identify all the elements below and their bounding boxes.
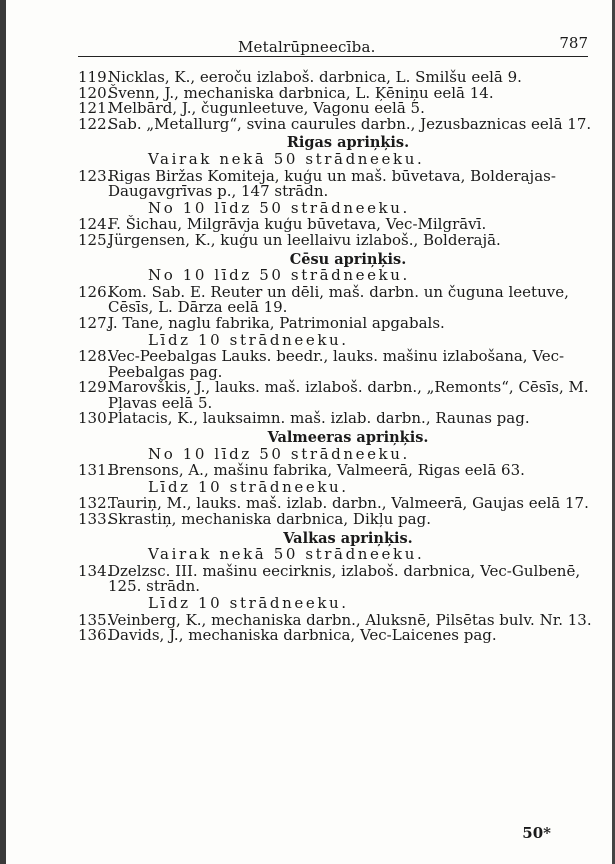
list-item bbox=[78, 114, 598, 133]
entry-number: 125. bbox=[78, 230, 112, 249]
scan-edge-left bbox=[0, 0, 6, 864]
entry-number: 136. bbox=[78, 626, 112, 645]
entry-text: Jürgensen, K., kuģu un leellaivu izlaboš., Bolderajā. bbox=[108, 230, 501, 249]
entry-text: Skrastiņ, mechaniska darbnica, Dikļu pag. bbox=[108, 510, 431, 529]
entry-number: 133. bbox=[78, 510, 112, 529]
list-item bbox=[78, 411, 598, 427]
entry-text: Švenn, J., mechaniska darbnica, L. Ķēniņu eelā 14. bbox=[108, 83, 494, 102]
entry-text: Vec-Peebalgas Lauks. beedr., lauks. mašinu izlabošana, Vec-Peebalgas pag. bbox=[108, 347, 565, 381]
list-item bbox=[78, 628, 598, 644]
size-category-label: Vairak nekā 50 strādneeku. bbox=[148, 545, 425, 564]
list-item bbox=[78, 463, 598, 479]
list-item bbox=[78, 512, 598, 528]
list-item bbox=[78, 380, 598, 411]
size-category-label: Līdz 10 strādneeku. bbox=[148, 594, 349, 612]
size-category-label: No 10 līdz 50 strādneeku. bbox=[148, 444, 410, 463]
entry-number: 129. bbox=[78, 378, 112, 397]
entry-text: Platacis, K., lauksaimn. maš. izlab. darbn., Raunas pag. bbox=[108, 409, 530, 428]
running-title: Metalrūpneecība. bbox=[238, 38, 376, 56]
entry-text: J. Tane, naglu fabrika, Patrimonial apgabals. bbox=[108, 313, 445, 332]
list-item bbox=[78, 561, 598, 596]
entry-number: 126. bbox=[78, 282, 112, 301]
signature-mark: 50* bbox=[522, 824, 551, 842]
list-item bbox=[78, 313, 598, 332]
entry-number: 127. bbox=[78, 313, 112, 332]
entry-number: 123. bbox=[78, 166, 112, 185]
entry-number: 122. bbox=[78, 114, 112, 133]
size-category-label: Līdz 10 strādneeku. bbox=[148, 330, 349, 349]
entry-number: 120. bbox=[78, 83, 112, 102]
entry-text: Rigas Biržas Komiteja, kuģu un maš. būvetava, Bolderajas-Daugavgrīvas p., 147 strādn. bbox=[108, 166, 556, 201]
entry-number: 124. bbox=[78, 215, 112, 234]
section-heading: Rigas apriņķis. bbox=[286, 134, 410, 152]
entry-text: Davids, J., mechaniska darbnica, Vec-Laicenes pag. bbox=[108, 626, 497, 645]
entry-text: Nicklas, K., eeroču izlaboš. darbnica, L. Smilšu eelā 9. bbox=[108, 68, 522, 86]
entry-number: 135. bbox=[78, 610, 112, 629]
size-category-label: Vairak nekā 50 strādneeku. bbox=[148, 149, 425, 168]
entry-text: Kom. Sab. E. Reuter un dēli, maš. darbn. un čuguna leetuve, Cēsīs, L. Dārza eelā 19. bbox=[108, 282, 569, 317]
page-number: 787 bbox=[559, 34, 588, 52]
entry-text: Brensons, A., mašinu fabrika, Valmeerā, Rigas eelā 63. bbox=[108, 461, 525, 480]
entry-number: 121. bbox=[78, 99, 112, 118]
list-item bbox=[78, 230, 598, 249]
size-category-label: No 10 līdz 50 strādneeku. bbox=[148, 198, 410, 217]
entry-text: F. Šichau, Milgrāvja kuģu būvetava, Vec-Milgrāvī. bbox=[108, 215, 487, 234]
header-rule bbox=[78, 56, 588, 57]
size-category-label: No 10 līdz 50 strādneeku. bbox=[148, 266, 410, 285]
entry-text: Veinberg, K., mechaniska darbn., Aluksnē, Pilsētas bulv. Nr. 13. bbox=[108, 610, 592, 629]
entry-text: Dzelzsc. III. mašinu eecirknis, izlaboš. darbnica, Vec-Gulbenē, 125. strādn. bbox=[108, 561, 581, 596]
entry-number: 128. bbox=[78, 347, 112, 366]
list-item bbox=[78, 282, 598, 317]
entry-number: 130. bbox=[78, 409, 112, 428]
size-category-label: Līdz 10 strādneeku. bbox=[148, 477, 349, 496]
entry-text: Melbārd, J., čugunleetuve, Vagonu eelā 5. bbox=[108, 99, 425, 118]
entry-text: Tauriņ, M., lauks. maš. izlab. darbn., Valmeerā, Gaujas eelā 17. bbox=[108, 494, 589, 513]
section-heading: Valkas apriņķis. bbox=[283, 529, 413, 547]
entry-text: Marovškis, J., lauks. maš. izlaboš. darbn., „Remonts“, Cēsīs, M. Pļavas eelā 5. bbox=[108, 378, 589, 412]
section-heading: Cēsu apriņķis. bbox=[289, 250, 407, 268]
running-header bbox=[78, 34, 588, 56]
list-item bbox=[78, 166, 598, 201]
list-item bbox=[78, 349, 598, 380]
entry-number: 131. bbox=[78, 461, 112, 480]
section-heading: Valmeeras apriņķis. bbox=[267, 429, 429, 447]
entry-number: 132. bbox=[78, 494, 112, 513]
document-body bbox=[78, 70, 598, 644]
entry-number: 119. bbox=[78, 68, 112, 86]
entry-number: 134. bbox=[78, 561, 112, 580]
entry-text: Sab. „Metallurg“, svina caurules darbn., Jezusbaznicas eelā 17. bbox=[108, 114, 592, 133]
